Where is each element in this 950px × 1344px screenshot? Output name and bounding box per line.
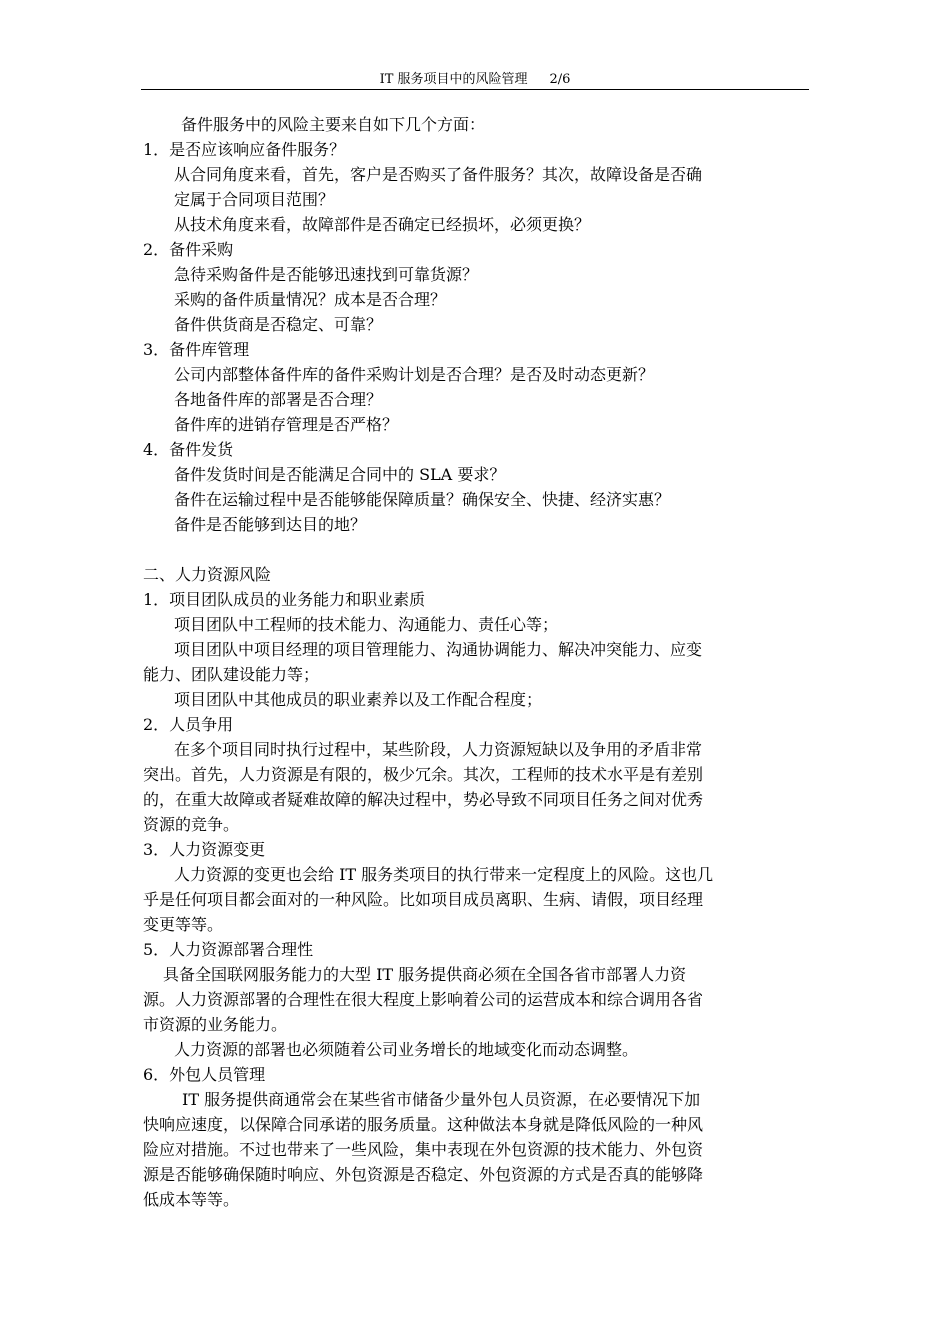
text-line: 定属于合同项目范围？: [174, 190, 335, 209]
text-line: 的，在重大故障或者疑难故障的解决过程中，势必导致不同项目任务之间对优秀: [143, 790, 704, 809]
blank-line: [0, 537, 950, 562]
text-line: 市资源的业务能力。: [143, 1015, 288, 1034]
text-line: 项目团队中其他成员的职业素养以及工作配合程度；: [174, 690, 543, 709]
text-line: 险应对措施。不过也带来了一些风险，集中表现在外包资源的技术能力、外包资: [143, 1140, 704, 1159]
text-line: 变更等等。: [143, 915, 224, 934]
text-line: 2．备件采购: [143, 240, 234, 259]
text-line: 低成本等等。: [143, 1190, 240, 1209]
document-body: [0, 112, 950, 1212]
text-line: 人力资源的变更也会给 IT 服务类项目的执行带来一定程度上的风险。这也几: [174, 865, 714, 884]
text-line: 公司内部整体备件库的备件采购计划是否合理？是否及时动态更新？: [174, 365, 655, 384]
header-title: IT 服务项目中的风险管理: [379, 72, 528, 87]
text-line: 源。人力资源部署的合理性在很大程度上影响着公司的运营成本和综合调用各省: [143, 990, 704, 1009]
text-line: 备件库的进销存管理是否严格？: [174, 415, 399, 434]
text-line: 采购的备件质量情况？成本是否合理？: [174, 290, 447, 309]
page-number: 2/6: [549, 72, 571, 87]
text-line: 2．人员争用: [143, 715, 234, 734]
text-line: 1．是否应该响应备件服务？: [143, 140, 346, 159]
text-line: 从合同角度来看，首先，客户是否购买了备件服务？其次，故障设备是否确: [174, 165, 703, 184]
text-line: 各地备件库的部署是否合理？: [174, 390, 383, 409]
text-line: 3．备件库管理: [143, 340, 250, 359]
header-rule: [141, 89, 809, 90]
text-line: 从技术角度来看，故障部件是否确定已经损坏，必须更换？: [174, 215, 591, 234]
text-line: 在多个项目同时执行过程中，某些阶段，人力资源短缺以及争用的矛盾非常: [174, 740, 703, 759]
text-line: 备件在运输过程中是否能够能保障质量？确保安全、快捷、经济实惠？: [174, 490, 671, 509]
text-line: 突出。首先，人力资源是有限的，极少冗余。其次，工程师的技术水平是有差别: [143, 765, 704, 784]
text-line: 备件是否能够到达目的地？: [174, 515, 367, 534]
text-line: 人力资源的部署也必须随着公司业务增长的地域变化而动态调整。: [174, 1040, 639, 1059]
text-line: 备件供货商是否稳定、可靠？: [174, 315, 383, 334]
text-line: 4．备件发货: [143, 440, 234, 459]
text-line: 备件发货时间是否能满足合同中的 SLA 要求？: [174, 465, 506, 484]
text-line: 急待采购备件是否能够迅速找到可靠货源？: [174, 265, 479, 284]
text-line: 乎是任何项目都会面对的一种风险。比如项目成员离职、生病、请假，项目经理: [143, 890, 704, 909]
text-line: 资源的竞争。: [143, 815, 240, 834]
text-line: 快响应速度，以保障合同承诺的服务质量。这种做法本身就是降低风险的一种风: [143, 1115, 704, 1134]
text-line: 6．外包人员管理: [143, 1065, 266, 1084]
text-line: 项目团队中工程师的技术能力、沟通能力、责任心等；: [174, 615, 559, 634]
text-line: 5．人力资源部署合理性: [143, 940, 314, 959]
text-line: 备件服务中的风险主要来自如下几个方面：: [181, 115, 486, 134]
text-line: 能力、团队建设能力等；: [143, 665, 320, 684]
page-header: [141, 73, 809, 87]
text-line: 项目团队中项目经理的项目管理能力、沟通协调能力、解决冲突能力、应变: [174, 640, 703, 659]
text-line: 二、人力资源风险: [143, 565, 272, 584]
text-line: 源是否能够确保随时响应、外包资源是否稳定、外包资源的方式是否真的能够降: [143, 1165, 704, 1184]
text-line: IT 服务提供商通常会在某些省市储备少量外包人员资源，在必要情况下加: [182, 1090, 701, 1109]
text-line: 1．项目团队成员的业务能力和职业素质: [143, 590, 426, 609]
text-line: 具备全国联网服务能力的大型 IT 服务提供商必须在全国各省市部署人力资: [163, 965, 687, 984]
text-line: 3．人力资源变更: [143, 840, 266, 859]
